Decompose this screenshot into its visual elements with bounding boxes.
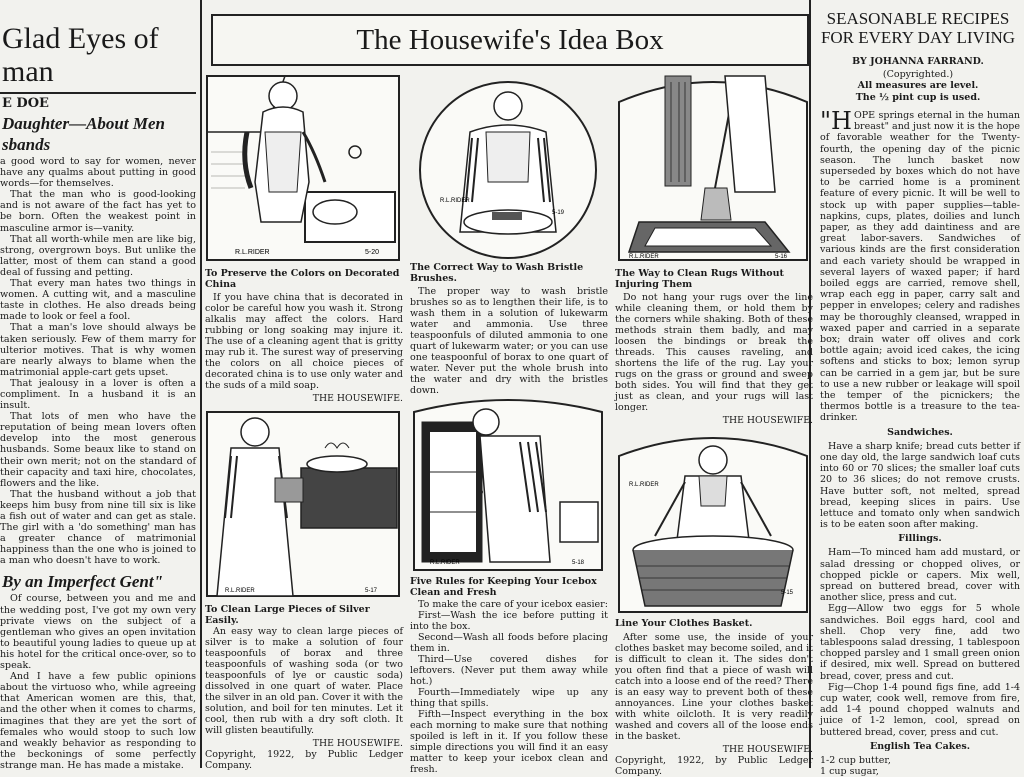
ingredient-line: 1 cup sugar,: [820, 765, 879, 777]
tip-signature: THE HOUSEWIFE.: [722, 744, 813, 755]
artist-signature: R.L.RIDER: [225, 588, 255, 594]
clothes-basket-illustration: [615, 426, 811, 614]
tip-signature: THE HOUSEWIFE.: [722, 415, 813, 426]
illustration-date: 5-15: [781, 590, 794, 596]
china-washing-illustration: [205, 72, 401, 262]
illustration-date: 5-18: [572, 560, 585, 566]
left-title-line2: man: [2, 55, 54, 88]
left-paragraph: That lots of men who have the reputation of being mean lovers often develop into the most generous husbands. Some beaux like to stand on their own merit; not on the standard of their capacity and taxi hire, chocolates, flowers and the like.: [0, 411, 196, 489]
housewife-idea-box: [203, 0, 813, 777]
artist-signature: R.L.RIDER: [440, 198, 470, 204]
tip-body: [205, 626, 403, 771]
tip-paragraph: Third—Use covered dishes for leftovers. (Never put them away while hot.): [410, 654, 608, 687]
left-paragraph: That the man who is good-looking and is not aware of the fact has yet to be born. Often the weakest point in masculine armor is—vanity.: [0, 189, 196, 234]
tip-paragraph: After some use, the inside of your clothes basket may become soiled, and it is difficult to clean it. The sides don't you often find that a piece of wash will catch into a loose end of the reed? There is an easy way to prevent both of these annoyances. Line your clothes basket with white oilcloth. It is very readily washed and covers all of the loose ends in the basket.: [615, 632, 813, 742]
tip-caption: The Way to Clean Rugs Without Injuring Them: [615, 268, 784, 290]
icebox-cleaning-illustration: [410, 392, 606, 572]
drop-cap: "H: [820, 107, 852, 135]
artist-signature: R.L.RIDER: [629, 254, 659, 260]
idea-box-header: [211, 14, 809, 66]
filling-paragraph: Fig—Chop 1-4 pound figs fine, add 1-4 cup water, cook well, remove from fire, add 1-4 pound chopped walnuts and juice of 1-2 lemon, cool, spread on buttered bread, cover, press and cut.: [820, 681, 1020, 738]
left-divider: [0, 92, 196, 94]
idea-box-title: The Housewife's Idea Box: [356, 24, 664, 56]
tip-signature: THE HOUSEWIFE.: [312, 393, 403, 404]
left-article2-text: [0, 593, 200, 771]
column-rule: [200, 0, 202, 768]
tip-body: [615, 632, 813, 777]
left-paragraph: a good word to say for women, never have any qualms about putting in good words—for themselves.: [0, 156, 196, 190]
left-paragraph: That the husband without a job that keeps him busy from nine till six is like a fish out of water and can get as stale. The girl with a 'do something' man has a greater chance of matrimonial happiness than the one who is joined to a man who doesn't have to work.: [0, 488, 196, 567]
tip-paragraph: If you have china that is decorated in color be careful how you wash it. Strong alkalis may affect the colors. Hard rubbing or long soaking may injure it. The use of a cleaning agent that is gritty may rub it. The surest way of preserving the colors on all choice pieces of decorated china is to use only water and the suds of a mild soap.: [205, 292, 403, 391]
tip-body: [615, 292, 813, 426]
tip-paragraph: An easy way to clean large pieces of silver is to make a solution of four teaspoonfuls of borax and three teaspoonfuls of washing soda (or two teaspoonfuls of lye or caustic soda) dissolved in one quart of water. Place the silver in an old pan. Cover it with the solution, and boil for ten minutes. Let it cool, then rub with a dry soft cloth. It will glisten beautifully.: [205, 626, 403, 736]
tip-copyright: Copyright, 1922, by Public Ledger Company.: [205, 749, 403, 771]
illustration-date: 5-17: [365, 588, 378, 594]
recipes-copyright: (Copyrighted.): [882, 69, 954, 80]
left-paragraph: Of course, between you and me and the wedding post, I've got my own very private views on the subject of a gentleman who gives an open invitation to beautiful young ladies to queue up at his hotel for the critical once-over, so to speak.: [0, 593, 196, 672]
rug-sweeping-illustration: [615, 72, 811, 262]
left-column: [0, 0, 200, 771]
left-subhead1-line2: sbands: [2, 135, 51, 154]
tip-caption: The Correct Way to Wash Bristle Brushes.: [410, 262, 584, 284]
tip-paragraph: Do not hang your rugs over the line while cleaning them, or hold them by the corners while shaking. Both of these methods strain them badly, and may loosen the bindings or break the threads. This causes raveling, and shortens the life of the rug. Lay your rugs on the grass or ground and sweep both sides. You will find that they get just as clean, and your rugs will last longer.: [615, 292, 813, 413]
tip-paragraph: First—Wash the ice before putting it into the box.: [410, 610, 608, 632]
ingredient-line: 1-2 cup butter,: [820, 754, 891, 766]
tip-caption: To Preserve the Colors on Decorated China: [205, 268, 400, 290]
silver-cleaning-illustration: [205, 408, 401, 598]
left-paragraph: That every man hates two things in women. A cutting wit, and a masculine taste in clothes. He also dreads being made to look or feel a fool.: [0, 278, 196, 323]
tip-paragraph: Fourth—Immediately wipe up any thing that spills.: [410, 687, 608, 709]
sandwiches-heading: Sandwiches.: [887, 426, 953, 438]
tip-paragraph: Second—Wash all foods before placing them in.: [410, 632, 608, 654]
artist-signature: R.L.RIDER: [629, 482, 659, 488]
illustration-date: 5-20: [365, 249, 380, 256]
filling-paragraph: Egg—Allow two eggs for 5 whole sandwiches. Boil eggs hard, cool and shell. Chop very fine, add two tablespoons salad dressing, 1 tablespoon chopped parsley and 1 small green onion if desired, mix well. Spread on buttered bread, cover, press and cut.: [820, 603, 1020, 682]
tip-body: [205, 292, 403, 404]
recipes-note: The ½ pint cup is used.: [855, 92, 981, 103]
recipes-intro-paragraph: [820, 107, 1020, 424]
recipes-author: BY JOHANNA FARRAND.: [852, 56, 984, 67]
recipes-note: All measures are level.: [857, 80, 979, 91]
illustration-date: 5-19: [552, 210, 565, 216]
left-paragraph: That a man's love should always be taken seriously. Few of them marry for ulterior motives. That is why women are nearly always to blame when the matrimonial apple-cart gets upset.: [0, 322, 196, 378]
illustration-date: 5-16: [775, 254, 788, 260]
recipes-title-line2: FOR EVERY DAY LIVING: [820, 28, 1016, 47]
tip-body: [410, 286, 608, 396]
tip-signature: THE HOUSEWIFE.: [312, 738, 403, 749]
filling-paragraph: Ham—To minced ham add mustard, or salad dressing or chopped olives, or chopped pickle or capers. Mix well, spread on buttered bread, cover with another slice, press and cut.: [820, 547, 1020, 604]
recipes-column: [812, 0, 1024, 777]
artist-signature: R.L.RIDER: [235, 249, 270, 256]
recipes-intro: OPE springs eternal in the human breast" and just now it is the hope of favorable weather for the Twenty-fourth, the opening day of the picnic season. The lunch basket now superseded by boxes which do not have to be carried home is a prominent feature of every picnic. It will be well to stock up with paper supplies—table-napkins, cups, plates, doilies and lunch paper, as they add daintiness and are great labor-savers. Sandwiches of various kinds are the first consideration and each variety should be wrapped in several layers of waxed paper; if hard boiled eggs are carried, remove shell, wrap each egg in paper, carry salt and pepper in envelopes; celery and radishes may be thoroughly cleansed, wrapped in waxed paper and carried in a separate box; drain water off olives and cork bottle again; avoid iced cakes, the icing softens and sticks to box; lemon syrup can be carried in a gem jar, but be sure to use a new rubber or leakage will spoil the temper of the picnickers; the thermos bottle is a treasure to the tea-drinker.: [820, 110, 1020, 424]
sandwiches-text: Have a sharp knife; bread cuts better if one day old, the large sandwich loaf cuts into 60 or 70 slices; the smaller loaf cuts 20 to 36 slices; do not remove crusts. Have butter soft, not melted, spread bread, keeping slices in pairs. Use lettuce and tomato only when sandwich is to be eaten soon after making.: [820, 440, 1020, 531]
recipes-text: [812, 107, 1024, 777]
fillings-heading: Fillings.: [898, 533, 942, 545]
artist-signature: R.L.RIDER: [430, 560, 460, 566]
left-paragraph: And I have a few public opinions about the virtuoso who, while agreeing that American women are this, that, and the other when it comes to charms, imagines that they are yet the sort of females who would stoop to such low and weakly behavior as responding to the beckonings of some perfectly strange man. He has made a mistake.: [0, 671, 196, 771]
left-subhead2: By an Imperfect Gent": [2, 572, 164, 592]
tip-caption: Five Rules for Keeping Your Icebox Clean and Fresh: [410, 576, 597, 598]
tip-paragraph: To make the care of your icebox easier:: [418, 599, 608, 610]
left-byline: E DOE: [2, 96, 49, 111]
tip-caption: Line Your Clothes Basket.: [615, 618, 753, 629]
tip-caption: To Clean Large Pieces of Silver Easily.: [205, 604, 370, 626]
left-article-text: [0, 156, 200, 566]
tip-paragraph: Fifth—Inspect everything in the box each morning to make sure that nothing spoiled is left in it. If you follow these simple directions you will find it an easy matter to keep your icebox clean and fresh.: [410, 709, 608, 775]
left-subhead1-line1: Daughter—About Men: [2, 114, 165, 133]
recipes-title-line1: SEASONABLE RECIPES: [826, 9, 1010, 28]
tip-copyright: Copyright, 1922, by Public Ledger Company.: [615, 755, 813, 777]
left-paragraph: That jealousy in a lover is often a compliment. In a husband it is an insult.: [0, 377, 196, 412]
tea-cakes-heading: English Tea Cakes.: [869, 740, 971, 752]
tip-paragraph: The proper way to wash bristle brushes so as to lengthen their life, is to wash them in a solution of lukewarm water and ammonia. Use three teaspoonfuls of diluted ammonia to one quart of lukewarm water; or you can use one teaspoonful of borax to one quart of water. Never put the whole brush into the water and dry with the bristles down.: [410, 286, 608, 396]
left-title-line1: Glad Eyes of: [2, 22, 159, 55]
tip-body: [410, 599, 608, 775]
brush-washing-illustration: [410, 72, 606, 262]
left-paragraph: That all worth-while men are like big, strong, overgrown boys. But unlike the latter, most of them can stand a good deal of fussing and petting.: [0, 233, 196, 278]
